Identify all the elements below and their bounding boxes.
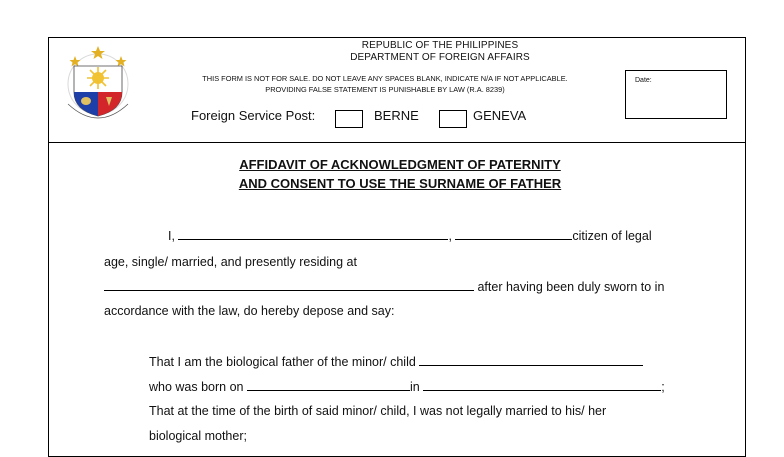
- depose-line: accordance with the law, do hereby depose and say:: [104, 304, 395, 318]
- notice-line-2: PROVIDING FALSE STATEMENT IS PUNISHABLE BY LAW (R.A. 8239): [265, 85, 505, 94]
- in-text: in: [410, 380, 420, 394]
- foreign-service-post-label: Foreign Service Post:: [191, 108, 316, 123]
- residence-address-field[interactable]: [104, 279, 474, 291]
- semicolon-text: ;: [661, 380, 665, 394]
- sworn-text: after having been duly sworn to in: [477, 280, 665, 294]
- birth-date-field[interactable]: [247, 379, 410, 391]
- biological-mother-line: biological mother;: [149, 429, 247, 443]
- country-heading: REPUBLIC OF THE PHILIPPINES: [361, 40, 519, 51]
- philippine-seal-icon: [58, 40, 138, 122]
- document-title-line-2: AND CONSENT TO USE THE SURNAME OF FATHER: [238, 176, 562, 191]
- marital-status-line: That at the time of the birth of said minor/ child, I was not legally married to his/ her: [149, 404, 607, 418]
- child-name-field[interactable]: [419, 354, 643, 366]
- berne-checkbox[interactable]: [335, 110, 363, 128]
- header-divider: [48, 142, 746, 143]
- berne-option-label: BERNE: [374, 108, 419, 123]
- geneva-option-label: GENEVA: [473, 108, 527, 123]
- document-title-line-1: AFFIDAVIT OF ACKNOWLEDGMENT OF PATERNITY: [239, 157, 561, 172]
- biological-father-line: [149, 354, 643, 369]
- residence-line: [104, 279, 664, 294]
- biological-father-text: That I am the biological father of the minor/ child: [149, 355, 416, 369]
- citizenship-field[interactable]: [455, 228, 572, 240]
- geneva-checkbox[interactable]: [439, 110, 467, 128]
- birth-details-line: [149, 379, 665, 394]
- department-heading: DEPARTMENT OF FOREIGN AFFAIRS: [350, 52, 530, 63]
- born-on-text: who was born on: [149, 380, 244, 394]
- citizen-text: citizen of legal: [572, 229, 652, 243]
- intro-i: I,: [168, 229, 175, 243]
- date-label: Date:: [635, 77, 652, 84]
- affiant-intro-line: [168, 228, 652, 243]
- notice-line-1: THIS FORM IS NOT FOR SALE. DO NOT LEAVE ANY SPACES BLANK, INDICATE N/A IF NOT APPLICABLE.: [202, 74, 568, 83]
- civil-status-line: age, single/ married, and presently residing at: [104, 255, 357, 269]
- birth-place-field[interactable]: [423, 379, 661, 391]
- intro-comma: ,: [448, 229, 452, 243]
- affiant-name-field[interactable]: [178, 228, 448, 240]
